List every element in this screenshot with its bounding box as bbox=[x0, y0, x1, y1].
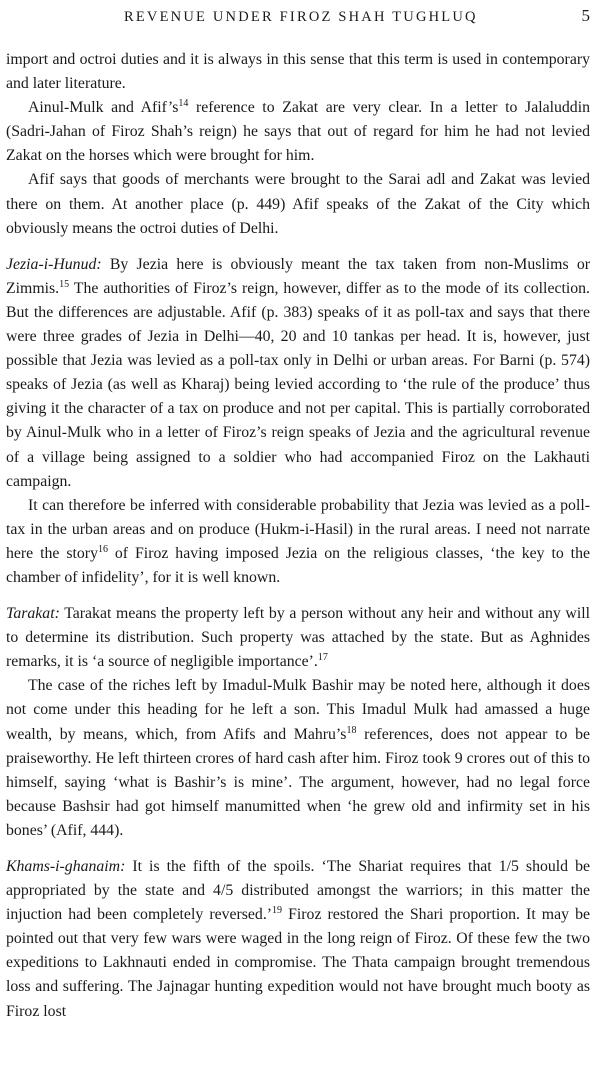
section-heading: Khams-i-ghanaim: bbox=[6, 858, 126, 875]
paragraph-text: references, does not appear to be praiseworthy. He left thirteen crores of hard cash after him. Firoz took 9 crores out of this to himself, saying ‘what is Bashir’s is mine’. The argument, however, had no legal force because Bashsir had got himself manumitted when ‘he grew old and infirmity set in his bones’ (Afif, 444). bbox=[6, 725, 590, 839]
footnote-marker: 16 bbox=[97, 543, 108, 555]
footnote-marker: 15 bbox=[59, 278, 70, 290]
body-text bbox=[6, 48, 590, 1024]
paragraph bbox=[6, 674, 590, 843]
section-heading: Jezia-i-Hunud: bbox=[6, 255, 102, 273]
paragraph-text: It is the fifth of the spoils. ‘The Shariat requires that 1/5 should be appropriated by the state and 4/5 distributed amongst the warriors; in this matter the injuction had been completely reversed.’ bbox=[6, 858, 590, 924]
paragraph bbox=[6, 253, 590, 494]
paragraph bbox=[6, 96, 590, 168]
paragraph bbox=[6, 602, 590, 674]
paragraph-text: By Jezia here is obviously meant the tax taken from non-Muslims or Zimmis. bbox=[6, 255, 590, 297]
paragraph-text: Firoz restored the Shari proportion. It may be pointed out that very few wars were waged in the long reign of Firoz. Of these few the two expeditions to Lakhnauti ended in compromise. The Thata campaign brought tremendous loss and suffering. The Jajnagar hunting expedition would not have brought much booty as Firoz lost bbox=[6, 906, 590, 1020]
paragraph-text: The authorities of Firoz’s reign, however, differ as to the mode of its collection. But the differences are adjustable. Afif (p. 383) speaks of it as poll-tax and says that there were three grades of Jezia in Delhi—40, 20 and 10 tankas per head. It is, however, just possible that Jezia was levied as a poll-tax only in Delhi or urban areas. For Barni (p. 574) speaks of Jezia (as well as Kharaj) being levied according to ‘the rule of the produce’ thus giving it the character of a tax on produce and not per capital. This is partially corroborated by Ainul-Mulk who in a letter of Firoz’s reign speaks of Jezia and the agricultural revenue of a village being assigned to a soldier who had accompanied Firoz on the Lakhauti campaign. bbox=[6, 279, 590, 490]
paragraph-text: Afif says that goods of merchants were brought to the Sarai adl and Zakat was levied there on them. At another place (p. 449) Afif speaks of the Zakat of the City which obviously means the octroi duties of Delhi. bbox=[6, 171, 590, 237]
paragraph-text: of Firoz having imposed Jezia on the religious classes, ‘the key to the chamber of infidelity’, for it is well known. bbox=[6, 544, 590, 586]
page-number: 5 bbox=[581, 6, 590, 25]
paragraph bbox=[6, 855, 590, 1024]
footnote-marker: 19 bbox=[272, 905, 283, 917]
paragraph-text: Ainul-Mulk and Afif’s bbox=[28, 99, 179, 117]
paragraph-text: Tarakat means the property left by a person without any heir and without any will to determine its distribution. Such property was attached by the state. But as Aghnides remarks, it is ‘a source of negligible importance’. bbox=[6, 605, 590, 671]
paragraph bbox=[6, 494, 590, 590]
paragraph-text: reference to Zakat are very clear. In a letter to Jalaluddin (Sadri-Jahan of Firoz Shah’s reign) he says that out of regard for him he had not levied Zakat on the horses which were brought for him. bbox=[6, 99, 590, 165]
page-header bbox=[6, 6, 590, 36]
paragraph-text: It can therefore be inferred with considerable probability that Jezia was levied as a poll-tax in the urban areas and on produce (Hukm-i-Hasil) in the rural areas. I need not narrate here the story bbox=[6, 496, 590, 562]
footnote-marker: 14 bbox=[178, 98, 189, 110]
paragraph bbox=[6, 48, 590, 96]
paragraph bbox=[6, 168, 590, 240]
paragraph-text: import and octroi duties and it is always in this sense that this term is used in contemporary and later literature. bbox=[6, 51, 590, 93]
section-heading: Tarakat: bbox=[6, 605, 60, 623]
footnote-marker: 17 bbox=[317, 652, 328, 664]
footnote-marker: 18 bbox=[346, 724, 357, 736]
paragraph-text: The case of the riches left by Imadul-Mulk Bashir may be noted here, although it does not come under this heading for he left a son. This Imadul Mulk had amassed a huge wealth, by means, which, from Afifs and Mahru’s bbox=[6, 677, 590, 743]
running-head: REVENUE UNDER FIROZ SHAH TUGHLUQ bbox=[124, 9, 478, 25]
